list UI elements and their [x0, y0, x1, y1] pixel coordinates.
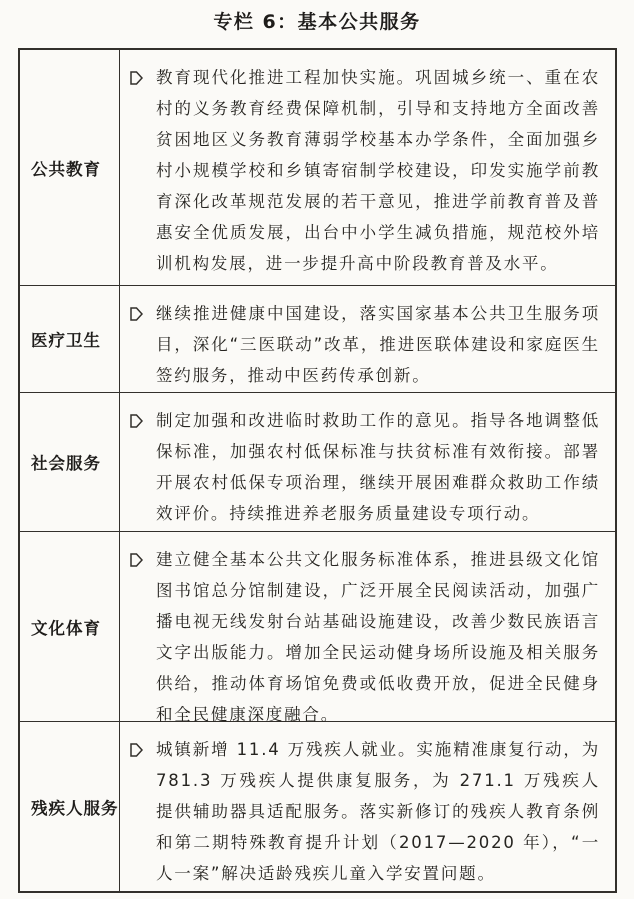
- row-header-public-education: 公共教育: [20, 50, 120, 285]
- row-header-medical-health: 医疗卫生: [20, 286, 120, 392]
- pentagon-arrow-icon: [130, 306, 143, 322]
- pentagon-arrow-icon: [130, 742, 143, 758]
- row-content: [120, 286, 615, 392]
- table-row: [20, 721, 615, 891]
- row-text: 制定加强和改进临时救助工作的意见。指导各地调整低保标准，加强农村低保标准与扶贫标准有效衔接。部署开展农村低保专项治理，继续开展困难群众救助工作绩效评价。持续推进养老服务质量建设专项行动。: [156, 411, 600, 523]
- row-header-disabled-services: 残疾人服务: [20, 722, 120, 891]
- row-text: 城镇新增 11.4 万残疾人就业。实施精准康复行动，为 781.3 万残疾人提供康复服务，为 271.1 万残疾人提供辅助器具适配服务。落实新修订的残疾人教育条例和第二期特殊教育提升计划（2017—2020 年），“一人一案”解决适龄残疾儿童入学安置问题。: [156, 740, 600, 883]
- pentagon-arrow-icon: [130, 413, 143, 429]
- row-content: [120, 722, 615, 891]
- row-header-culture-sports: 文化体育: [20, 532, 120, 721]
- row-header-social-services: 社会服务: [20, 393, 120, 531]
- row-content: [120, 532, 615, 724]
- row-content: [120, 393, 615, 531]
- row-text: 建立健全基本公共文化服务标准体系，推进县级文化馆图书馆总分馆制建设，广泛开展全民阅读活动，加强广播电视无线发射台站基础设施建设，改善少数民族语言文字出版能力。增加全民运动健身场所设施及相关服务供给，推动体育场馆免费或低收费开放，促进全民健身和全民健康深度融合。: [156, 550, 600, 724]
- table-row: [20, 50, 615, 285]
- row-text: 教育现代化推进工程加快实施。巩固城乡统一、重在农村的义务教育经费保障机制，引导和支持地方全面改善贫困地区义务教育薄弱学校基本办学条件，全面加强乡村小规模学校和乡镇寄宿制学校建设，印发实施学前教育深化改革规范发展的若干意见，推进学前教育普及普惠安全优质发展，出台中小学生减负措施，规范校外培训机构发展，进一步提升高中阶段教育普及水平。: [156, 68, 600, 273]
- page-title: 专栏 6：基本公共服务: [213, 11, 421, 33]
- pentagon-arrow-icon: [130, 552, 143, 568]
- public-services-table: [18, 48, 617, 893]
- pentagon-arrow-icon: [130, 70, 143, 86]
- table-row: [20, 531, 615, 724]
- table-row: [20, 392, 615, 531]
- row-content: [120, 50, 615, 285]
- row-text: 继续推进健康中国建设，落实国家基本公共卫生服务项目，深化“三医联动”改革，推进医联体建设和家庭医生签约服务，推动中医药传承创新。: [156, 304, 600, 385]
- table-row: [20, 285, 615, 392]
